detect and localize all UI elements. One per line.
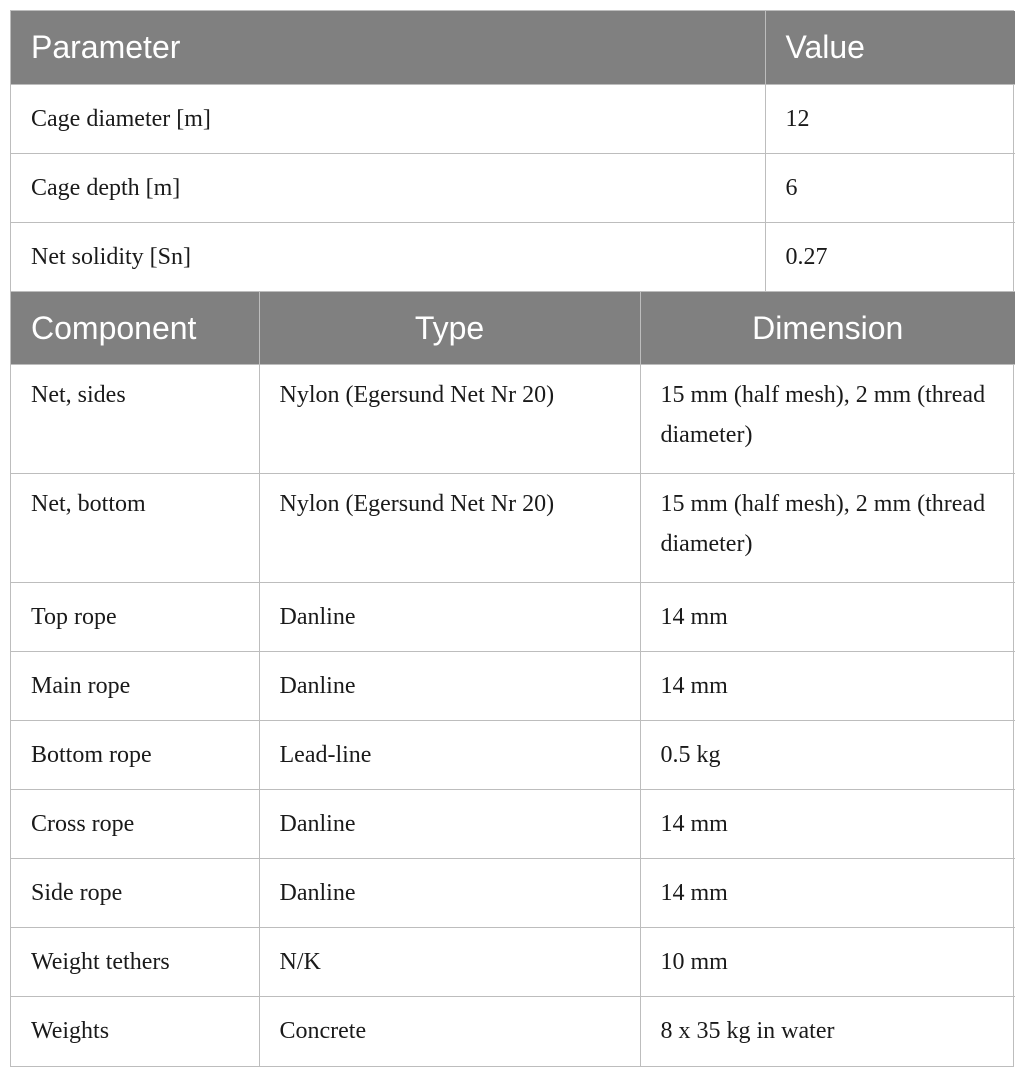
components-table xyxy=(11,292,1015,1066)
table-row xyxy=(11,365,1015,474)
table-row xyxy=(11,583,1015,652)
data-table-frame xyxy=(10,10,1014,1067)
component-cell: Weights xyxy=(11,997,259,1066)
type-cell: Danline xyxy=(259,652,640,721)
column-header-dimension: Dimension xyxy=(640,292,1015,365)
component-cell: Main rope xyxy=(11,652,259,721)
type-cell: Danline xyxy=(259,583,640,652)
parameter-cell: Net solidity [Sn] xyxy=(11,222,765,291)
table-row xyxy=(11,859,1015,928)
type-cell: Nylon (Egersund Net Nr 20) xyxy=(259,474,640,583)
dimension-cell: 0.5 kg xyxy=(640,721,1015,790)
type-cell: Nylon (Egersund Net Nr 20) xyxy=(259,365,640,474)
column-header-value: Value xyxy=(765,11,1015,84)
table-row xyxy=(11,790,1015,859)
dimension-cell: 8 x 35 kg in water xyxy=(640,997,1015,1066)
column-header-component: Component xyxy=(11,292,259,365)
table-row xyxy=(11,721,1015,790)
parameters-table xyxy=(11,11,1015,292)
table-row xyxy=(11,997,1015,1066)
dimension-cell: 14 mm xyxy=(640,652,1015,721)
component-cell: Side rope xyxy=(11,859,259,928)
component-cell: Top rope xyxy=(11,583,259,652)
dimension-cell: 15 mm (half mesh), 2 mm (thread diameter) xyxy=(640,474,1015,583)
table-row xyxy=(11,928,1015,997)
type-cell: Danline xyxy=(259,859,640,928)
type-cell: Concrete xyxy=(259,997,640,1066)
dimension-cell: 10 mm xyxy=(640,928,1015,997)
table-row xyxy=(11,84,1015,153)
parameter-cell: Cage depth [m] xyxy=(11,153,765,222)
value-cell: 6 xyxy=(765,153,1015,222)
column-header-type: Type xyxy=(259,292,640,365)
type-cell: N/K xyxy=(259,928,640,997)
table-row xyxy=(11,652,1015,721)
parameter-cell: Cage diameter [m] xyxy=(11,84,765,153)
dimension-cell: 14 mm xyxy=(640,790,1015,859)
column-header-parameter: Parameter xyxy=(11,11,765,84)
component-cell: Net, sides xyxy=(11,365,259,474)
table-header-row xyxy=(11,292,1015,365)
dimension-cell: 14 mm xyxy=(640,859,1015,928)
component-cell: Bottom rope xyxy=(11,721,259,790)
component-cell: Cross rope xyxy=(11,790,259,859)
component-cell: Net, bottom xyxy=(11,474,259,583)
table-row xyxy=(11,222,1015,291)
type-cell: Danline xyxy=(259,790,640,859)
dimension-cell: 15 mm (half mesh), 2 mm (thread diameter) xyxy=(640,365,1015,474)
value-cell: 0.27 xyxy=(765,222,1015,291)
table-row xyxy=(11,153,1015,222)
component-cell: Weight tethers xyxy=(11,928,259,997)
type-cell: Lead-line xyxy=(259,721,640,790)
dimension-cell: 14 mm xyxy=(640,583,1015,652)
table-row xyxy=(11,474,1015,583)
table-header-row xyxy=(11,11,1015,84)
value-cell: 12 xyxy=(765,84,1015,153)
